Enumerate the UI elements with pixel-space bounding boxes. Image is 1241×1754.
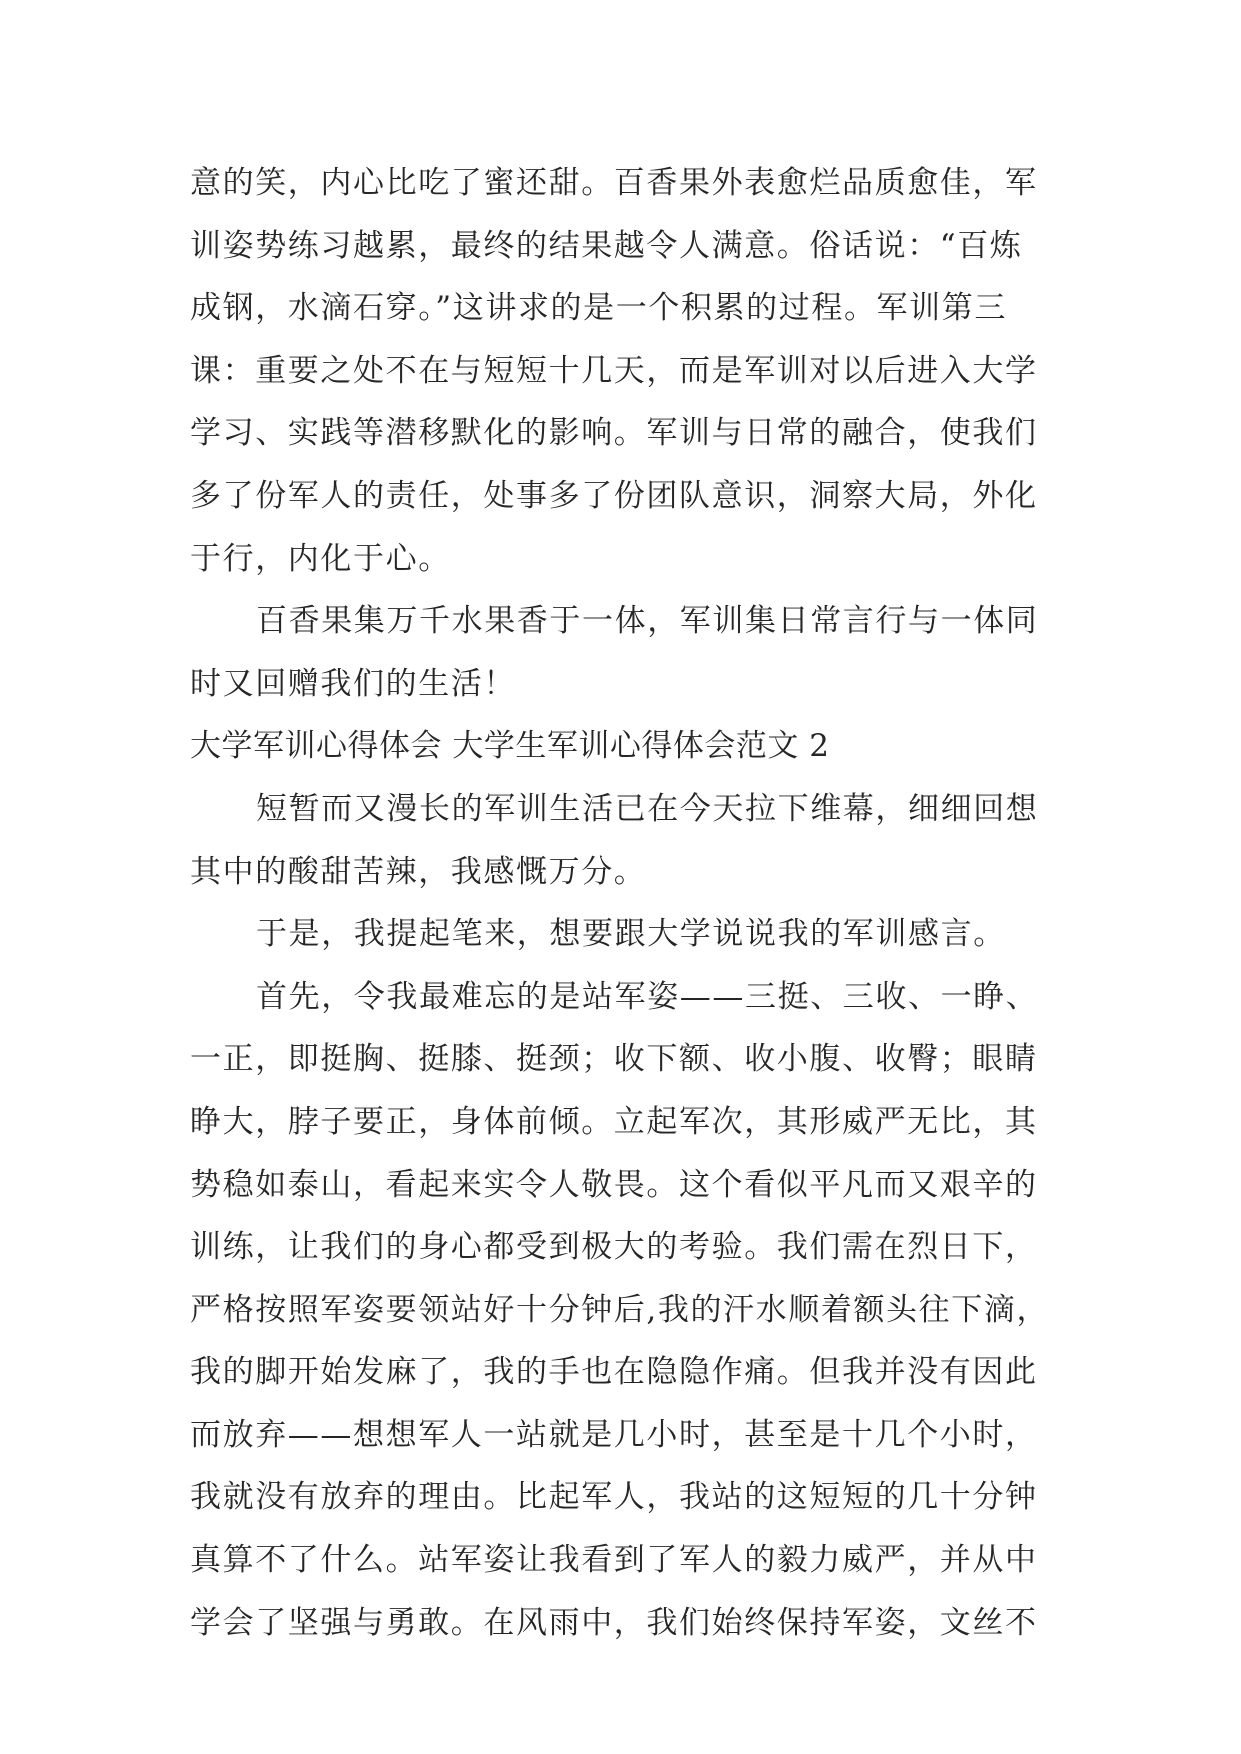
body-line: 学会了坚强与勇敢。在风雨中，我们始终保持军姿，文丝不: [190, 1604, 1038, 1641]
body-line: 意的笑，内心比吃了蜜还甜。百香果外表愈烂品质愈佳，军: [190, 165, 1038, 201]
body-line: 训姿势练习越累，最终的结果越令人满意。俗话说：“百炼: [190, 227, 1023, 264]
body-line: 我就没有放弃的理由。比起军人，我站的这短短的几十分钟: [190, 1479, 1038, 1516]
paragraph-start-line: 短暂而又漫长的军训生活已在今天拉下维幕，细细回想: [256, 790, 1039, 827]
paragraph-start-line: 百香果集万千水果香于一体，军训集日常言行与一体同: [256, 603, 1039, 640]
body-line: 严格按照军姿要领站好十分钟后,我的汗水顺着额头往下滴，: [190, 1291, 1050, 1328]
body-line: 时又回赠我们的生活！: [190, 665, 516, 702]
body-line: 学习、实践等潜移默化的影响。军训与日常的融合，使我们: [190, 415, 1038, 452]
body-line: 势稳如泰山，看起来实令人敬畏。这个看似平凡而又艰辛的: [190, 1166, 1038, 1203]
paragraph-start-line: 首先，令我最难忘的是站军姿——三挺、三收、一睁、: [256, 978, 1039, 1015]
body-line: 而放弃——想想军人一站就是几小时，甚至是十几个小时，: [190, 1416, 1038, 1453]
body-line: 真算不了什么。站军姿让我看到了军人的毅力威严，并从中: [190, 1542, 1038, 1579]
body-line: 一正，即挺胸、挺膝、挺颈；收下额、收小腹、收臀；眼睛: [190, 1041, 1038, 1078]
body-line: 睁大，脖子要正，身体前倾。立起军次，其形威严无比，其: [190, 1103, 1038, 1140]
body-line: 成钢，水滴石穿。”这讲求的是一个积累的过程。军训第三: [190, 290, 1007, 327]
body-line: 于行，内化于心。: [190, 540, 451, 577]
document-body: [190, 152, 1050, 1654]
body-line: 我的脚开始发麻了，我的手也在隐隐作痛。但我并没有因此: [190, 1354, 1038, 1391]
paragraph-start-line: 于是，我提起笔来，想要跟大学说说我的军训感言。: [256, 916, 1006, 953]
section-heading: 大学军训心得体会 大学生军训心得体会范文 2: [190, 728, 830, 765]
body-line: 课：重要之处不在与短短十几天，而是军训对以后进入大学: [190, 352, 1038, 389]
body-line: 训练，让我们的身心都受到极大的考验。我们需在烈日下，: [190, 1229, 1038, 1266]
body-line: 其中的酸甜苦辣，我感慨万分。: [190, 853, 647, 890]
body-line: 多了份军人的责任，处事多了份团队意识，洞察大局，外化: [190, 477, 1038, 514]
